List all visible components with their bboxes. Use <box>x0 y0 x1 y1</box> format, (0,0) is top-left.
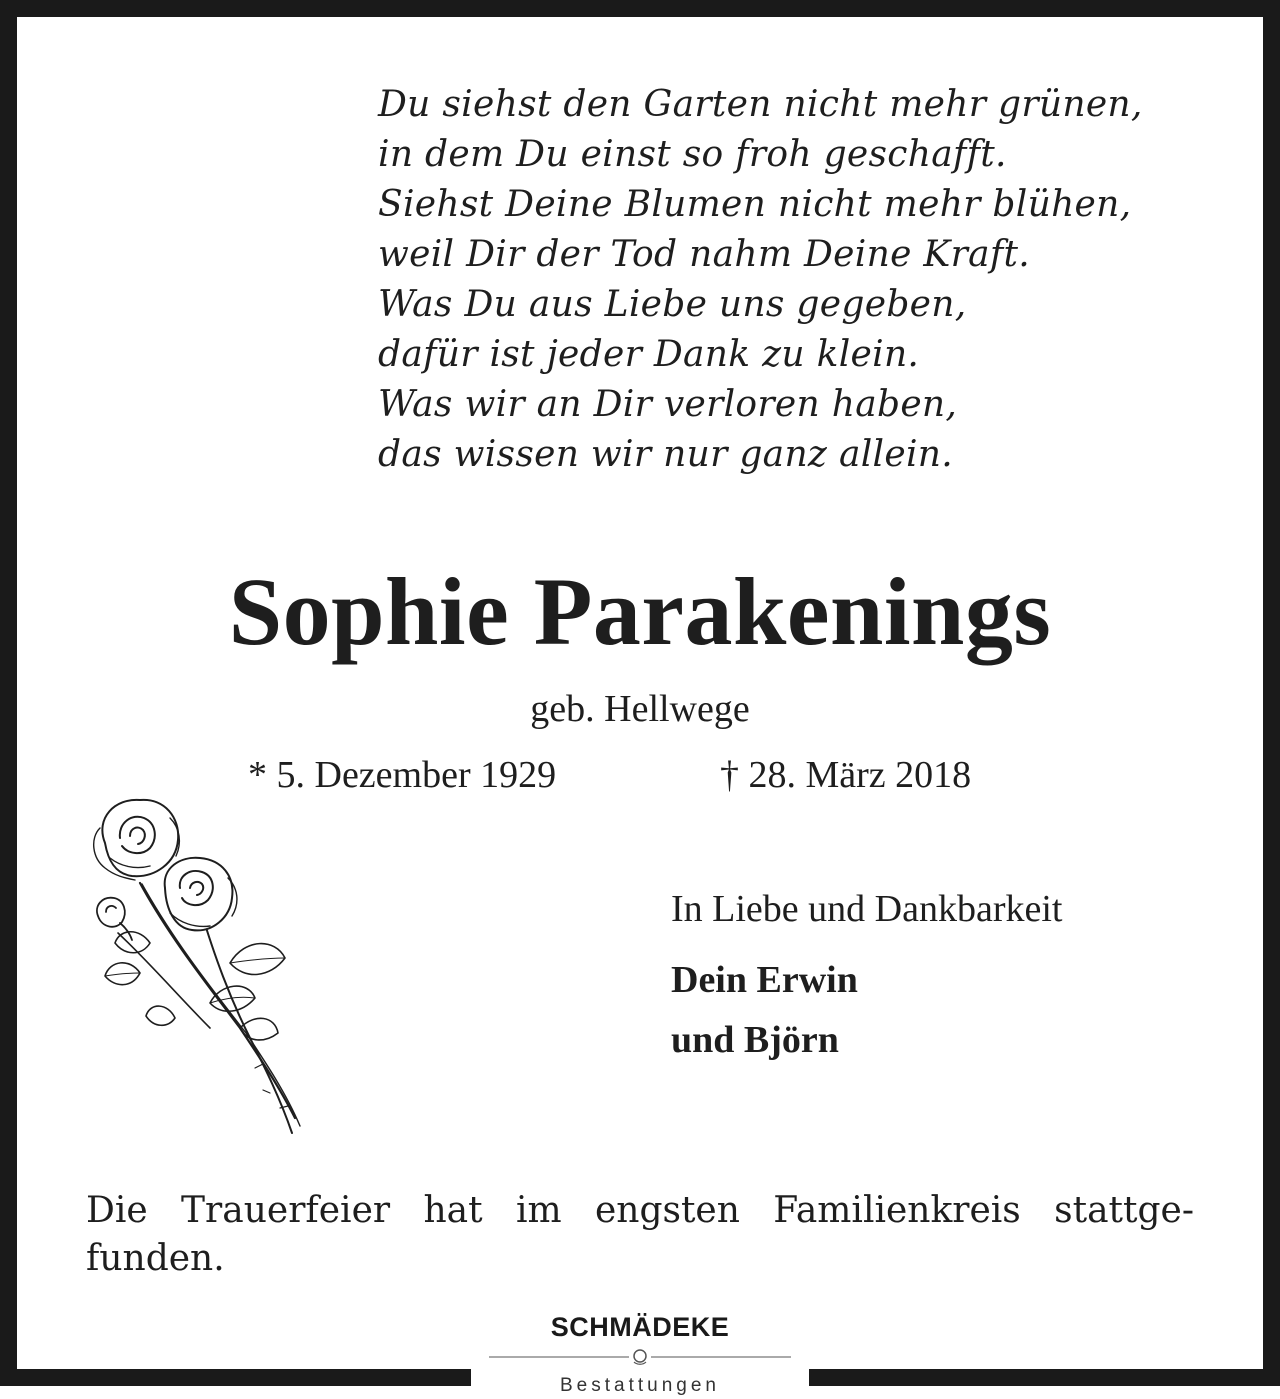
signer-name: Dein Erwin <box>671 959 858 1001</box>
logo-divider-ornament <box>489 1347 791 1367</box>
rose-bud <box>97 898 132 940</box>
rose-top <box>94 800 180 880</box>
roses-icon <box>80 788 312 1136</box>
closing-phrase: In Liebe und Dankbarkeit <box>671 888 1063 930</box>
poem-line: dafür ist jeder Dank zu klein. <box>378 334 920 375</box>
rose-middle <box>165 858 237 931</box>
deceased-name: Sophie Parakenings <box>228 558 1052 665</box>
notice-line-1: Die Trauerfeier hat im engsten Familienkreis stattge- <box>86 1190 1194 1231</box>
poem-line: das wissen wir nur ganz allein. <box>378 434 953 475</box>
poem-line: weil Dir der Tod nahm Deine Kraft. <box>378 234 1031 275</box>
funeral-home-name: SCHMÄDEKE <box>550 1312 730 1342</box>
rose-leaves <box>105 932 285 1040</box>
frame-border-bottom-right <box>809 1369 1280 1386</box>
frame-border-bottom-left <box>0 1369 471 1386</box>
funeral-notice <box>86 1187 1194 1283</box>
birth-date: * 5. Dezember 1929 <box>248 754 557 796</box>
notice-line-2: funden. <box>86 1238 225 1279</box>
funeral-home-subtitle: Bestattungen <box>560 1375 720 1396</box>
signer-name: und Björn <box>671 1019 839 1061</box>
poem-line: in dem Du einst so froh geschafft. <box>378 134 1007 175</box>
frame-border-top <box>0 0 1280 17</box>
death-date: † 28. März 2018 <box>720 754 972 796</box>
funeral-home-logo <box>481 1305 799 1399</box>
poem-line: Was Du aus Liebe uns gegeben, <box>378 284 967 325</box>
poem-line: Siehst Deine Blumen nicht mehr blühen, <box>378 184 1132 225</box>
poem-line: Was wir an Dir verloren haben, <box>378 384 958 425</box>
poem-line: Du siehst den Garten nicht mehr grünen, <box>378 84 1143 125</box>
maiden-name: geb. Hellwege <box>530 688 750 730</box>
poem <box>378 80 1238 480</box>
